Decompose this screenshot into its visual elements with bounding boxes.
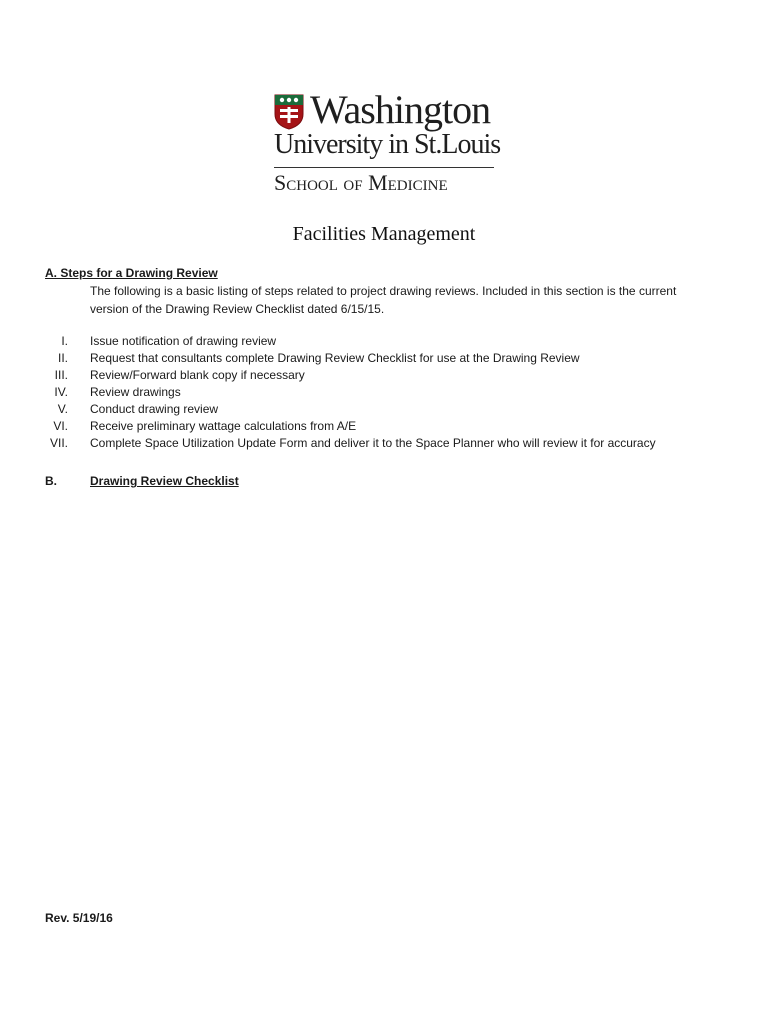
step-number: III. <box>54 368 68 382</box>
university-logo <box>272 88 502 200</box>
step-number: II. <box>57 351 68 365</box>
step-text: Request that consultants complete Drawing Review Checklist for use at the Drawing Review <box>90 351 580 365</box>
step-text: Receive preliminary wattage calculations from A/E <box>90 419 357 433</box>
step-text: Review drawings <box>90 385 181 399</box>
step-text: Review/Forward blank copy if necessary <box>90 368 305 382</box>
step-text: Complete Space Utilization Update Form and deliver it to the Space Planner who will review it for accuracy <box>90 436 656 450</box>
step-number: V. <box>57 402 68 416</box>
logo-wordmark-university: University in St.Louis <box>274 129 501 160</box>
section-a-intro <box>90 282 730 318</box>
section-b-letter: B. <box>45 474 57 488</box>
intro-line-1: The following is a basic listing of steps related to project drawing reviews. Included in this section is the current <box>90 284 677 298</box>
section-b-heading: Drawing Review Checklist <box>90 474 239 488</box>
step-number: VII. <box>49 436 68 450</box>
revision-date: Rev. 5/19/16 <box>45 911 113 925</box>
section-a-heading: A. Steps for a Drawing Review <box>45 266 218 280</box>
step-text: Conduct drawing review <box>90 402 219 416</box>
step-text: Issue notification of drawing review <box>90 334 277 348</box>
step-number: I. <box>61 334 68 348</box>
shield-icon <box>274 94 304 130</box>
step-number: VI. <box>53 419 68 433</box>
step-number: IV. <box>54 385 68 399</box>
logo-wordmark-school: School of Medicine <box>274 170 448 195</box>
page-title: Facilities Management <box>292 223 476 245</box>
logo-divider <box>274 167 494 168</box>
logo-wordmark-washington: Washington <box>310 87 491 132</box>
intro-line-2: version of the Drawing Review Checklist dated 6/15/15. <box>90 302 385 316</box>
